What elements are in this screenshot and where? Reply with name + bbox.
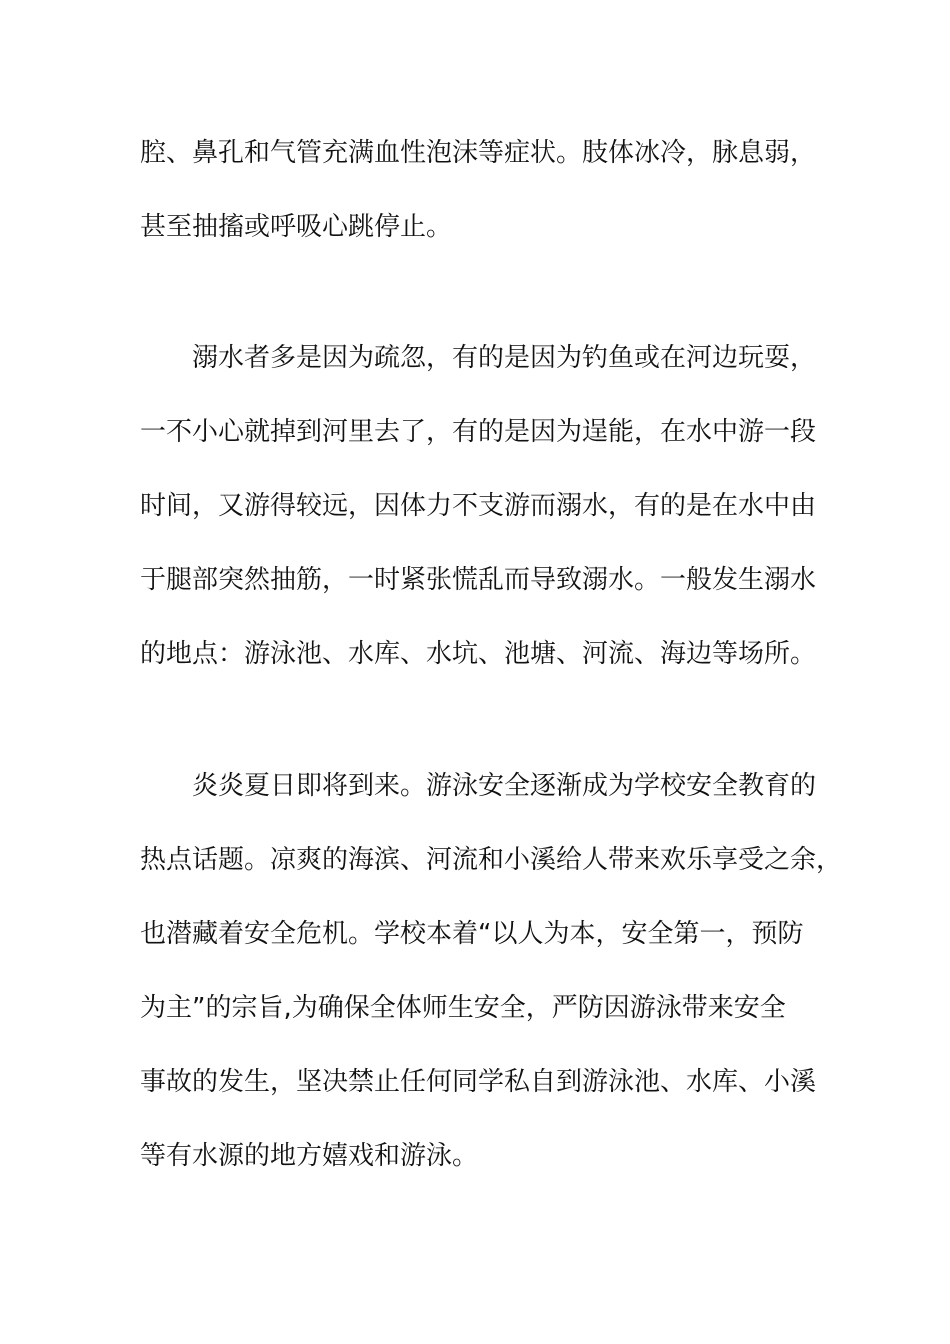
text-line: 事故的发生，坚决禁止任何同学私自到游泳池、水库、小溪 xyxy=(140,1067,817,1097)
text-line: 一不小心就掉到河里去了，有的是因为逞能，在水中游一段 xyxy=(140,417,817,447)
text-line: 于腿部突然抽筋，一时紧张慌乱而导致溺水。一般发生溺水 xyxy=(140,565,817,595)
text-line: 甚至抽搐或呼吸心跳停止。 xyxy=(140,212,453,242)
text-line: 时间，又游得较远，因体力不支游而溺水，有的是在水中由 xyxy=(140,491,817,521)
text-line: 的地点：游泳池、水库、水坑、池塘、河流、海边等场所。 xyxy=(140,639,817,669)
text-line: 等有水源的地方嬉戏和游泳。 xyxy=(140,1141,479,1171)
text-line: 也潜藏着安全危机。学校本着“以人为本，安全第一，预防 xyxy=(140,919,804,949)
text-line: 炎炎夏日即将到来。游泳安全逐渐成为学校安全教育的 xyxy=(192,771,817,801)
text-line: 为主”的宗旨,为确保全体师生安全，严防因游泳带来安全 xyxy=(140,993,786,1023)
text-line: 热点话题。凉爽的海滨、河流和小溪给人带来欢乐享受之余， xyxy=(140,845,843,875)
text-line: 溺水者多是因为疏忽，有的是因为钓鱼或在河边玩耍， xyxy=(192,343,817,373)
text-line: 腔、鼻孔和气管充满血性泡沫等症状。肢体冰冷，脉息弱， xyxy=(140,138,817,168)
